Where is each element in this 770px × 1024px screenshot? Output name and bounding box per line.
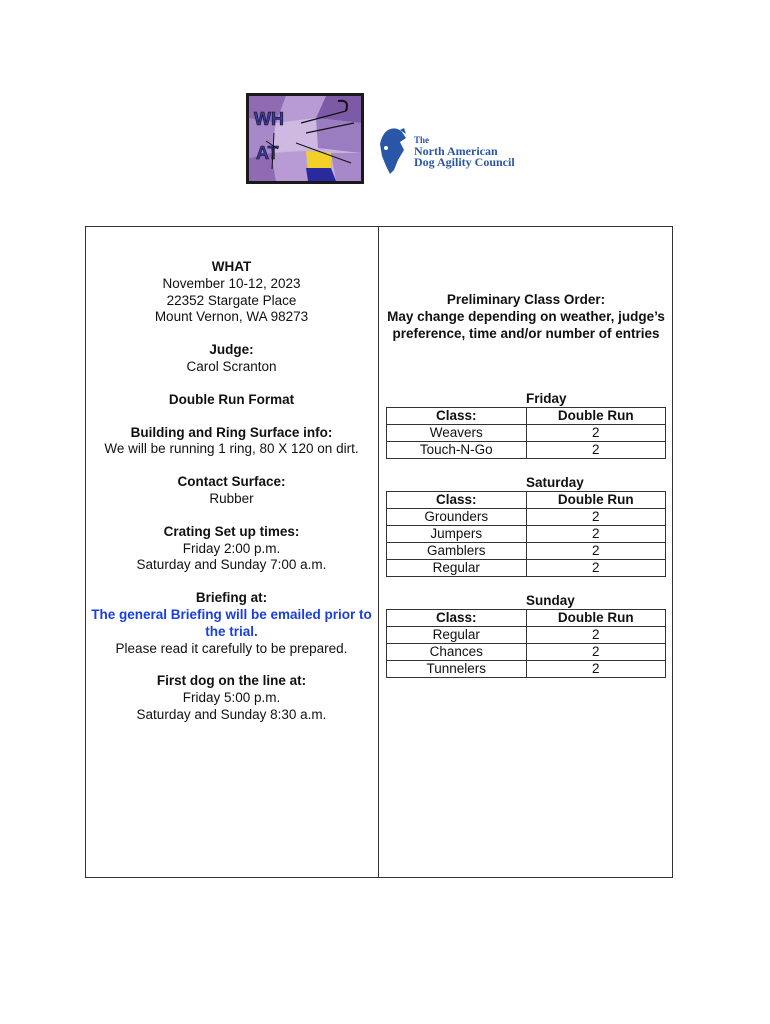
nadac-line-3: Dog Agility Council [414, 155, 515, 169]
sunday-table [386, 609, 666, 678]
svg-text:AT: AT [256, 143, 279, 163]
class-cell: Touch-N-Go [387, 442, 527, 459]
first-dog-friday: Friday 5:00 p.m. [182, 690, 281, 706]
class-header: Class: [387, 610, 527, 627]
run-cell: 2 [526, 661, 666, 678]
friday-schedule [386, 391, 666, 459]
contact-text: Rubber [209, 490, 254, 506]
crating-friday: Friday 2:00 p.m. [182, 540, 281, 556]
run-cell: 2 [526, 543, 666, 560]
club-name: WHAT [211, 259, 252, 274]
what-club-logo [246, 93, 364, 184]
table-row [387, 560, 666, 577]
nadac-wordmark [414, 135, 515, 168]
day-label: Friday [526, 391, 567, 406]
north-america-dog-icon [378, 126, 416, 180]
class-header: Class: [387, 492, 527, 509]
table-row [387, 526, 666, 543]
building-text: We will be running 1 ring, 80 X 120 on dirt. [104, 441, 359, 457]
run-cell: 2 [526, 442, 666, 459]
run-cell: 2 [526, 560, 666, 577]
class-cell: Regular [387, 627, 527, 644]
friday-table [386, 407, 666, 459]
class-header: Class: [387, 408, 527, 425]
table-header-row [387, 610, 666, 627]
run-cell: 2 [526, 425, 666, 442]
run-cell: 2 [526, 644, 666, 661]
table-row [387, 425, 666, 442]
table-row [387, 627, 666, 644]
address-line-2: Mount Vernon, WA 98273 [154, 309, 309, 325]
first-dog-label: First dog on the line at: [156, 673, 307, 689]
sunday-schedule [386, 593, 666, 678]
run-cell: 2 [526, 627, 666, 644]
day-label: Sunday [526, 593, 575, 608]
table-header-row [387, 408, 666, 425]
run-cell: 2 [526, 509, 666, 526]
first-dog-sat-sun: Saturday and Sunday 8:30 a.m. [136, 706, 327, 722]
svg-text:WH: WH [254, 109, 284, 129]
class-order-subtitle: May change depending on weather, judge’s preference, time and/or number of entries [387, 308, 665, 341]
trial-dates: November 10-12, 2023 [162, 275, 301, 291]
saturday-schedule [386, 475, 666, 577]
double-run-header: Double Run [526, 610, 666, 627]
table-row [387, 509, 666, 526]
column-divider [378, 226, 379, 878]
judge-label: Judge: [209, 342, 254, 358]
class-cell: Chances [387, 644, 527, 661]
class-cell: Gamblers [387, 543, 527, 560]
table-row [387, 661, 666, 678]
crating-sat-sun: Saturday and Sunday 7:00 a.m. [136, 557, 327, 573]
class-cell: Regular [387, 560, 527, 577]
judge-name: Carol Scranton [186, 358, 277, 374]
class-cell: Grounders [387, 509, 527, 526]
class-cell: Jumpers [387, 526, 527, 543]
class-order-title: Preliminary Class Order: [446, 292, 606, 307]
format-label: Double Run Format [168, 391, 295, 407]
double-run-header: Double Run [526, 408, 666, 425]
briefing-label: Briefing at: [195, 590, 268, 606]
nadac-logo [378, 126, 518, 180]
table-row [387, 442, 666, 459]
table-header-row [387, 492, 666, 509]
class-cell: Weavers [387, 425, 527, 442]
class-cell: Tunnelers [387, 661, 527, 678]
trial-info-column [86, 259, 377, 724]
nadac-line-1: The [414, 135, 430, 145]
building-label: Building and Ring Surface info: [130, 424, 333, 440]
crating-label: Crating Set up times: [163, 523, 300, 539]
table-row [387, 644, 666, 661]
briefing-email-note: The general Briefing will be emailed prior to the trial. [91, 606, 372, 639]
nadac-line-2: North American [414, 144, 498, 158]
table-row [387, 543, 666, 560]
address-line-1: 22352 Stargate Place [166, 292, 297, 308]
class-order-heading [380, 292, 672, 342]
run-cell: 2 [526, 526, 666, 543]
briefing-note: Please read it carefully to be prepared. [115, 640, 348, 656]
contact-label: Contact Surface: [177, 474, 286, 490]
saturday-table [386, 491, 666, 577]
double-run-header: Double Run [526, 492, 666, 509]
day-label: Saturday [526, 475, 584, 490]
